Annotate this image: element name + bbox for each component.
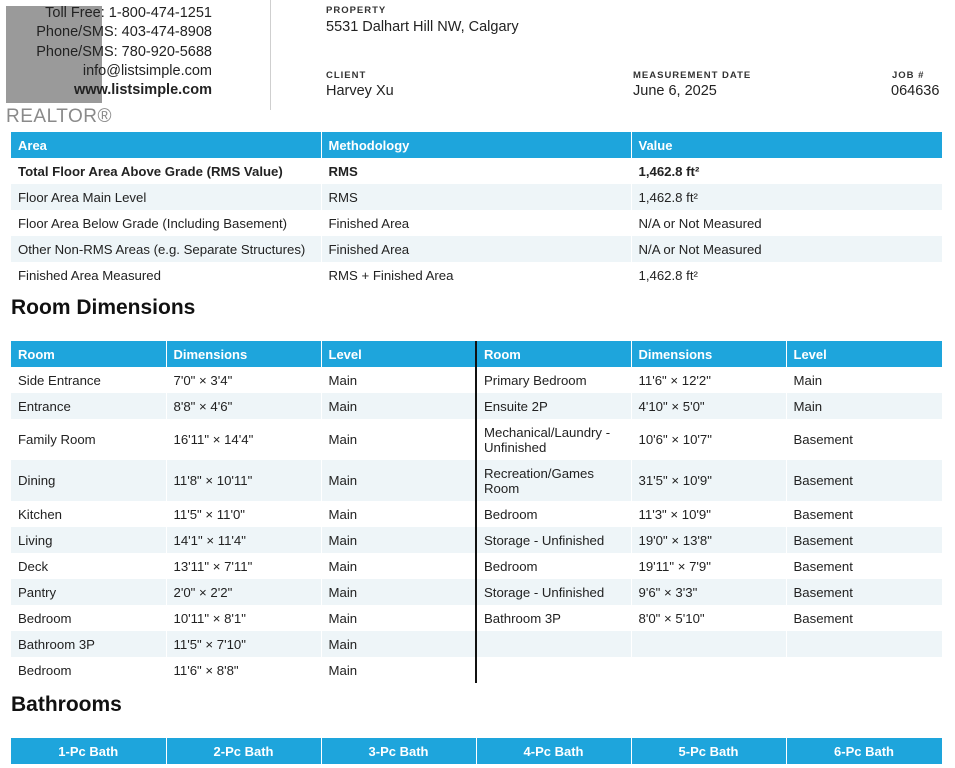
room-cell: Ensuite 2P xyxy=(476,393,631,419)
level-cell: Basement xyxy=(786,553,942,579)
room-cell: Bathroom 3P xyxy=(11,631,166,657)
bath-header-2pc: 2-Pc Bath xyxy=(166,738,321,764)
level-cell: Main xyxy=(321,605,476,631)
room-cell xyxy=(476,657,631,683)
level-cell: Main xyxy=(321,527,476,553)
table-row xyxy=(11,367,942,393)
area-header-area: Area xyxy=(11,132,321,158)
dimensions-cell: 11'6" × 8'8" xyxy=(166,657,321,683)
table-row xyxy=(11,210,942,236)
property-label: PROPERTY xyxy=(326,5,387,16)
room-header-level-right: Level xyxy=(786,341,942,367)
area-header-value: Value xyxy=(631,132,942,158)
value-cell: 1,462.8 ft² xyxy=(631,184,942,210)
area-cell: Floor Area Main Level xyxy=(11,184,321,210)
bath-table-header xyxy=(11,738,942,764)
dimensions-cell: 16'11" × 14'4" xyxy=(166,419,321,460)
table-row xyxy=(11,419,942,460)
bath-header-3pc: 3-Pc Bath xyxy=(321,738,476,764)
level-cell: Main xyxy=(321,460,476,501)
level-cell: Basement xyxy=(786,501,942,527)
room-cell: Bedroom xyxy=(11,657,166,683)
area-cell: Total Floor Area Above Grade (RMS Value) xyxy=(11,158,321,184)
job-value: 064636 xyxy=(891,83,940,99)
bathrooms-table xyxy=(11,738,943,764)
dimensions-cell: 11'6" × 12'2" xyxy=(631,367,786,393)
area-table xyxy=(11,132,943,288)
level-cell: Main xyxy=(786,393,942,419)
table-row xyxy=(11,184,942,210)
table-row xyxy=(11,501,942,527)
methodology-cell: RMS + Finished Area xyxy=(321,262,631,288)
area-header-methodology: Methodology xyxy=(321,132,631,158)
room-cell: Family Room xyxy=(11,419,166,460)
client-label: CLIENT xyxy=(326,70,367,81)
dimensions-cell: 11'3" × 10'9" xyxy=(631,501,786,527)
dimensions-cell: 10'6" × 10'7" xyxy=(631,419,786,460)
room-header-dimensions-right: Dimensions xyxy=(631,341,786,367)
level-cell: Basement xyxy=(786,460,942,501)
level-cell: Basement xyxy=(786,605,942,631)
dimensions-cell: 4'10" × 5'0" xyxy=(631,393,786,419)
measurement-date-label: MEASUREMENT DATE xyxy=(633,70,752,81)
table-row xyxy=(11,236,942,262)
table-row xyxy=(11,527,942,553)
dimensions-cell: 8'0" × 5'10" xyxy=(631,605,786,631)
header-divider xyxy=(270,0,271,110)
dimensions-cell: 11'5" × 11'0" xyxy=(166,501,321,527)
dimensions-cell: 31'5" × 10'9" xyxy=(631,460,786,501)
room-header-dimensions-left: Dimensions xyxy=(166,341,321,367)
table-row xyxy=(11,631,942,657)
email-link[interactable]: info@listsimple.com xyxy=(82,62,212,79)
table-row xyxy=(11,605,942,631)
room-cell: Deck xyxy=(11,553,166,579)
level-cell: Main xyxy=(321,419,476,460)
value-cell: 1,462.8 ft² xyxy=(631,262,942,288)
property-value: 5531 Dalhart Hill NW, Calgary xyxy=(326,19,519,35)
dimensions-cell: 11'8" × 10'11" xyxy=(166,460,321,501)
room-cell: Recreation/Games Room xyxy=(476,460,631,501)
room-cell xyxy=(476,631,631,657)
room-cell: Storage - Unfinished xyxy=(476,527,631,553)
table-row xyxy=(11,460,942,501)
phone-1: Phone/SMS: 403-474-8908 xyxy=(36,24,212,41)
room-header-level-left: Level xyxy=(321,341,476,367)
room-cell: Pantry xyxy=(11,579,166,605)
level-cell: Main xyxy=(321,579,476,605)
room-cell: Kitchen xyxy=(11,501,166,527)
level-cell: Basement xyxy=(786,527,942,553)
methodology-cell: Finished Area xyxy=(321,210,631,236)
value-cell: 1,462.8 ft² xyxy=(631,158,942,184)
level-cell: Main xyxy=(786,367,942,393)
toll-free: Toll Free: 1-800-474-1251 xyxy=(45,5,212,21)
table-row xyxy=(11,657,942,683)
room-cell: Entrance xyxy=(11,393,166,419)
room-dimensions-table xyxy=(11,341,943,683)
dimensions-cell: 13'11" × 7'11" xyxy=(166,553,321,579)
room-dimensions-title: Room Dimensions xyxy=(11,296,196,319)
level-cell: Main xyxy=(321,367,476,393)
room-cell: Dining xyxy=(11,460,166,501)
level-cell: Main xyxy=(321,501,476,527)
dimensions-cell: 14'1" × 11'4" xyxy=(166,527,321,553)
level-cell: Basement xyxy=(786,579,942,605)
table-row xyxy=(11,393,942,419)
realtor-wordmark: REALTOR® xyxy=(6,106,112,127)
room-header-room-left: Room xyxy=(11,341,166,367)
bathrooms-title: Bathrooms xyxy=(11,693,122,716)
room-cell: Side Entrance xyxy=(11,367,166,393)
dimensions-cell: 19'11" × 7'9" xyxy=(631,553,786,579)
room-cell: Bathroom 3P xyxy=(476,605,631,631)
room-cell: Bedroom xyxy=(476,553,631,579)
level-cell: Main xyxy=(321,631,476,657)
level-cell: Main xyxy=(321,553,476,579)
dimensions-cell: 7'0" × 3'4" xyxy=(166,367,321,393)
job-label: JOB # xyxy=(892,70,925,81)
area-cell: Other Non-RMS Areas (e.g. Separate Structures) xyxy=(11,236,321,262)
area-table-header xyxy=(11,132,942,158)
room-cell: Mechanical/Laundry - Unfinished xyxy=(476,419,631,460)
bath-header-5pc: 5-Pc Bath xyxy=(631,738,786,764)
methodology-cell: RMS xyxy=(321,158,631,184)
dimensions-cell xyxy=(631,631,786,657)
dimensions-cell: 11'5" × 7'10" xyxy=(166,631,321,657)
room-cell: Storage - Unfinished xyxy=(476,579,631,605)
level-cell: Main xyxy=(321,657,476,683)
area-cell: Finished Area Measured xyxy=(11,262,321,288)
methodology-cell: RMS xyxy=(321,184,631,210)
table-row xyxy=(11,553,942,579)
dimensions-cell: 8'8" × 4'6" xyxy=(166,393,321,419)
room-cell: Bedroom xyxy=(11,605,166,631)
phone-2: Phone/SMS: 780-920-5688 xyxy=(36,43,212,60)
room-header-room-right: Room xyxy=(476,341,631,367)
room-cell: Living xyxy=(11,527,166,553)
room-cell: Primary Bedroom xyxy=(476,367,631,393)
dimensions-cell: 10'11" × 8'1" xyxy=(166,605,321,631)
value-cell: N/A or Not Measured xyxy=(631,236,942,262)
table-row xyxy=(11,158,942,184)
level-cell xyxy=(786,657,942,683)
methodology-cell: Finished Area xyxy=(321,236,631,262)
website-link[interactable]: www.listsimple.com xyxy=(73,82,212,99)
room-cell: Bedroom xyxy=(476,501,631,527)
level-cell: Main xyxy=(321,393,476,419)
bath-header-4pc: 4-Pc Bath xyxy=(476,738,631,764)
table-row xyxy=(11,262,942,288)
contact-block xyxy=(0,4,270,100)
level-cell: Basement xyxy=(786,419,942,460)
room-table-header xyxy=(11,341,942,367)
report-header xyxy=(0,0,955,130)
dimensions-cell: 2'0" × 2'2" xyxy=(166,579,321,605)
value-cell: N/A or Not Measured xyxy=(631,210,942,236)
bath-header-1pc: 1-Pc Bath xyxy=(11,738,166,764)
level-cell xyxy=(786,631,942,657)
dimensions-cell: 9'6" × 3'3" xyxy=(631,579,786,605)
table-row xyxy=(11,579,942,605)
area-cell: Floor Area Below Grade (Including Basement) xyxy=(11,210,321,236)
measurement-date-value: June 6, 2025 xyxy=(633,83,717,99)
dimensions-cell xyxy=(631,657,786,683)
bath-header-6pc: 6-Pc Bath xyxy=(786,738,942,764)
client-value: Harvey Xu xyxy=(326,83,394,99)
dimensions-cell: 19'0" × 13'8" xyxy=(631,527,786,553)
